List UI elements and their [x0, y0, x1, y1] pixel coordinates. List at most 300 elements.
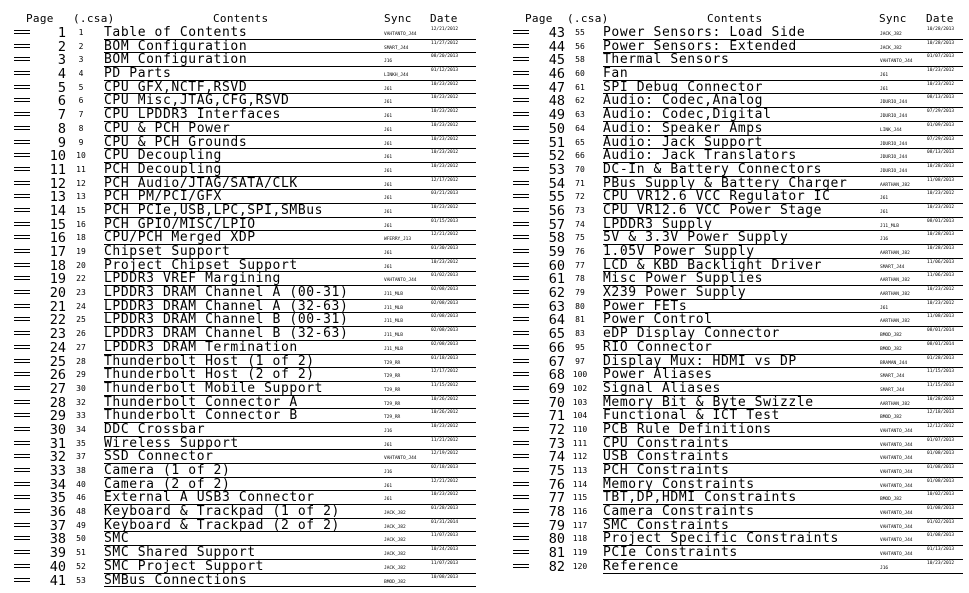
sync-date: 01/15/2013: [431, 218, 459, 224]
sync-owner: JACK_J82: [384, 524, 406, 530]
page-number: 48: [548, 93, 565, 110]
marker-line: [513, 293, 529, 294]
sync-date: 10/28/2013: [927, 27, 955, 32]
page-number: 76: [548, 476, 565, 493]
sync-date: 11/15/2013: [927, 369, 955, 375]
page-number: 82: [548, 558, 565, 575]
toc-row: [505, 108, 965, 122]
sync-date: 01/08/2013: [927, 478, 955, 484]
table-header: [505, 12, 965, 26]
contents-title: CPU GFX,NCTF,RSVD: [104, 79, 248, 95]
sync-date: 08/13/2013: [927, 95, 955, 101]
csa-number: 19: [76, 247, 86, 256]
sync-owner: T29_RR: [384, 415, 401, 421]
page-number: 18: [49, 257, 66, 274]
marker-line: [513, 47, 529, 48]
sync-date: 10/23/2012: [431, 109, 459, 115]
sync-date: 10/26/2012: [431, 396, 459, 402]
marker-line: [513, 238, 529, 239]
sync-date: 03/21/2013: [431, 191, 459, 197]
page-number: 26: [49, 367, 66, 384]
csa-number: 40: [76, 479, 86, 489]
page-number: 79: [548, 517, 565, 534]
page-number: 27: [49, 380, 66, 397]
contents-title: CPU LPDDR3 Interfaces: [104, 107, 281, 123]
marker-line: [513, 208, 529, 209]
sync-date: 10/23/2012: [431, 259, 459, 265]
sync-date: 10/23/2012: [431, 492, 459, 498]
marker-line: [513, 85, 529, 86]
marker-line: [14, 567, 30, 568]
contents-title: PCH Audio/JTAG/SATA/CLK: [104, 175, 298, 191]
csa-number: 113: [572, 466, 588, 475]
sync-owner: J61: [384, 155, 393, 161]
contents-title: RIO Connector: [603, 339, 713, 355]
marker-line: [513, 495, 529, 496]
marker-line: [513, 441, 529, 442]
header-page: Page: [26, 12, 54, 25]
toc-row: [505, 149, 965, 163]
sync-owner: BMOD_J82: [880, 415, 902, 421]
contents-title: PCH GPIO/MISC/LPIO: [104, 216, 256, 232]
contents-title: Audio: Jack Support: [603, 134, 764, 150]
sync-date: 10/28/2013: [927, 246, 955, 251]
page-number: 55: [548, 189, 565, 206]
marker-line: [14, 523, 30, 524]
toc-row: [505, 122, 965, 136]
marker-line: [513, 372, 529, 373]
page-number: 1: [57, 25, 66, 41]
sync-owner: SMART_J44: [880, 264, 905, 270]
contents-title: PCH PM/PCI/GFX: [104, 189, 222, 205]
sync-owner: J16: [384, 470, 393, 475]
sync-date: 10/28/2013: [927, 163, 955, 169]
page-number: 57: [548, 216, 565, 233]
sync-owner: J61: [384, 209, 393, 215]
csa-number: 112: [572, 452, 588, 462]
page-number: 81: [548, 545, 565, 562]
csa-number: 55: [575, 28, 585, 37]
page-number: 24: [49, 339, 66, 356]
csa-number: 8: [78, 123, 84, 133]
page-number: 5: [57, 79, 66, 96]
page-number: 68: [548, 367, 565, 384]
marker-line: [14, 225, 30, 226]
sync-date: 01/13/2013: [927, 547, 955, 553]
header-sync: Sync: [879, 12, 907, 25]
csa-number: 29: [76, 370, 86, 380]
sync-date: 11/06/2013: [927, 273, 955, 279]
marker-line: [14, 156, 30, 157]
sync-date: 12/18/2013: [927, 410, 955, 416]
page-number: 69: [548, 380, 565, 397]
marker-line: [14, 129, 30, 130]
toc-row: [6, 231, 476, 245]
page-number: 49: [548, 107, 565, 124]
sync-owner: T29_RR: [384, 360, 401, 366]
csa-number: 81: [575, 315, 585, 325]
toc-row: [6, 327, 476, 341]
marker-line: [513, 375, 529, 376]
sync-owner: J61: [384, 251, 393, 256]
contents-title: SMC Constraints: [603, 517, 730, 533]
contents-title: PBus Supply & Battery Charger: [603, 175, 848, 191]
toc-row: [505, 94, 965, 108]
csa-number: 66: [575, 151, 585, 161]
contents-title: LPDDR3 DRAM Channel A (32-63): [104, 298, 349, 314]
toc-row: [505, 300, 965, 314]
sync-date: 01/12/2013: [431, 68, 459, 74]
marker-line: [14, 564, 30, 565]
page-number: 36: [49, 504, 66, 521]
toc-row: [6, 218, 476, 232]
page-number: 8: [57, 120, 66, 137]
marker-line: [14, 416, 30, 417]
csa-number: 11: [76, 164, 86, 174]
marker-line: [513, 60, 529, 61]
contents-title: LCD & KBD Backlight Driver: [603, 257, 823, 273]
page-number: 77: [548, 490, 565, 507]
sync-owner: J61: [384, 168, 393, 174]
page-number: 12: [49, 175, 66, 192]
toc-row: [6, 286, 476, 300]
contents-title: DDC Crossbar: [104, 421, 206, 437]
toc-row: [505, 67, 965, 81]
sync-date: 12/21/2012: [431, 232, 459, 238]
sync-owner: VAHTANTO_J44: [880, 428, 913, 434]
contents-title: Camera (2 of 2): [104, 476, 231, 492]
sync-owner: VAHTANTO_J44: [384, 456, 417, 462]
toc-row: [6, 163, 476, 177]
contents-title: Power Sensors: Load Side: [603, 25, 806, 40]
sync-date: 10/23/2012: [431, 204, 459, 210]
sync-date: 01/30/2013: [431, 246, 459, 251]
csa-number: 111: [572, 438, 588, 448]
sync-date: 10/23/2012: [927, 191, 955, 197]
marker-line: [14, 539, 30, 540]
sync-date: 10/24/2013: [431, 547, 459, 553]
csa-number: 34: [76, 424, 86, 434]
page-number: 46: [548, 66, 565, 83]
sync-owner: JACK_J82: [384, 565, 406, 571]
marker-line: [14, 112, 30, 113]
marker-line: [14, 468, 30, 469]
csa-number: 24: [76, 301, 86, 311]
sync-date: 12/17/2012: [431, 369, 459, 375]
contents-title: Camera Constraints: [603, 504, 755, 520]
page-number: 2: [57, 38, 66, 55]
sync-date: 01/28/2013: [431, 506, 459, 512]
sync-date: 10/23/2012: [431, 423, 459, 429]
sync-date: 12/21/2012: [431, 478, 459, 484]
header-csa: (.csa): [567, 12, 609, 25]
csa-number: 80: [575, 301, 585, 311]
contents-title: CPU Misc,JTAG,CFG,RSVD: [104, 93, 290, 109]
csa-number: 62: [575, 96, 585, 106]
contents-title: BOM Configuration: [104, 38, 248, 54]
marker-line: [14, 581, 30, 582]
marker-line: [14, 153, 30, 154]
marker-line: [14, 372, 30, 373]
page-number: 73: [548, 435, 565, 452]
sync-date: 01/08/2013: [927, 506, 955, 512]
sync-date: 12/17/2012: [431, 177, 459, 183]
sync-date: 10/23/2012: [927, 204, 955, 210]
sync-owner: J16: [384, 59, 393, 65]
page-number: 6: [57, 93, 66, 110]
sync-owner: VAHTANTO_J44: [384, 278, 417, 284]
marker-line: [14, 345, 30, 346]
page-number: 34: [49, 476, 66, 493]
csa-number: 7: [78, 110, 84, 120]
sync-date: 02/08/2013: [431, 300, 459, 306]
table-header: [6, 12, 476, 26]
sync-owner: JACK_J82: [384, 511, 406, 517]
marker-line: [513, 235, 529, 236]
marker-line: [14, 60, 30, 61]
page-number: 75: [548, 463, 565, 479]
csa-number: 116: [572, 507, 588, 517]
contents-title: CPU Decoupling: [104, 148, 222, 164]
marker-line: [513, 266, 529, 267]
marker-line: [14, 71, 30, 72]
contents-title: CPU & PCH Power: [104, 120, 231, 136]
contents-title: SMC: [104, 531, 130, 547]
toc-row: [505, 81, 965, 95]
page-number: 40: [49, 558, 66, 575]
sync-date: 02/08/2013: [431, 287, 459, 293]
toc-row: [6, 546, 476, 560]
page-number: 63: [548, 298, 565, 315]
csa-number: 15: [76, 205, 86, 215]
page-number: 11: [49, 161, 66, 178]
sync-owner: J11_MLB: [384, 319, 403, 325]
marker-line: [513, 249, 529, 250]
sync-date: 12/21/2012: [431, 27, 459, 32]
sync-owner: SMART_J44: [880, 374, 905, 380]
toc-row: [505, 532, 965, 546]
contents-title: CPU VR12.6 VCC Regulator IC: [603, 189, 831, 205]
sync-owner: BMOD_J82: [880, 333, 902, 339]
sync-date: 01/31/2014: [431, 519, 459, 525]
toc-column-right: [505, 12, 965, 574]
contents-title: Keyboard & Trackpad (2 of 2): [104, 517, 340, 533]
csa-number: 10: [76, 151, 86, 161]
toc-row: [6, 272, 476, 286]
sync-date: 10/28/2013: [927, 40, 955, 46]
page-number: 44: [548, 38, 565, 55]
page-number: 23: [49, 326, 66, 343]
marker-line: [14, 485, 30, 486]
page-number: 28: [49, 394, 66, 411]
page-number: 59: [548, 244, 565, 260]
marker-line: [513, 290, 529, 291]
toc-row: [505, 26, 965, 40]
toc-row: [6, 313, 476, 327]
sync-owner: VAHTANTO_J44: [880, 442, 913, 448]
csa-number: 22: [76, 274, 86, 284]
page-number: 70: [548, 394, 565, 411]
sync-owner: VAHTANTO_J44: [880, 483, 913, 489]
marker-line: [14, 276, 30, 277]
contents-title: eDP Display Connector: [603, 326, 780, 342]
sync-owner: J61: [880, 86, 889, 92]
contents-title: 1.05V Power Supply: [603, 244, 755, 259]
marker-line: [513, 33, 529, 34]
page-number: 41: [49, 572, 66, 589]
csa-number: 1: [78, 28, 84, 37]
marker-line: [513, 197, 529, 198]
contents-title: SMBus Connections: [104, 572, 248, 588]
contents-title: CPU Constraints: [603, 435, 730, 451]
marker-line: [513, 539, 529, 540]
page-number: 38: [49, 531, 66, 548]
contents-title: SPI Debug Connector: [603, 79, 764, 95]
marker-line: [14, 222, 30, 223]
sync-owner: JDURIO_J44: [880, 100, 908, 106]
marker-line: [14, 526, 30, 527]
contents-title: Display Mux: HDMI vs DP: [603, 353, 797, 369]
page-number: 53: [548, 161, 565, 178]
page-number: 14: [49, 202, 66, 219]
marker-line: [14, 279, 30, 280]
page-number: 61: [548, 271, 565, 288]
marker-line: [513, 143, 529, 144]
toc-row: [505, 163, 965, 177]
toc-row: [6, 67, 476, 81]
csa-number: 2: [78, 41, 84, 51]
toc-row: [6, 464, 476, 478]
page-number: 35: [49, 490, 66, 507]
sync-date: 10/23/2012: [431, 95, 459, 101]
toc-row: [505, 272, 965, 286]
sync-date: 07/29/2013: [927, 109, 955, 115]
sync-owner: JACK_J82: [384, 538, 406, 544]
csa-number: 103: [572, 397, 588, 407]
sync-date: 10/23/2012: [431, 122, 459, 128]
sync-date: 11/07/2013: [431, 560, 459, 566]
page-number: 29: [49, 408, 66, 425]
marker-line: [513, 74, 529, 75]
page-number: 80: [548, 531, 565, 548]
toc-row: [505, 40, 965, 54]
marker-line: [513, 403, 529, 404]
marker-line: [513, 536, 529, 537]
sync-date: 12/12/2012: [927, 423, 955, 429]
marker-line: [513, 184, 529, 185]
sync-date: 02/18/2013: [431, 465, 459, 470]
toc-row: [505, 177, 965, 191]
page-number: 37: [49, 517, 66, 534]
marker-line: [513, 211, 529, 212]
sync-date: 12/19/2012: [431, 451, 459, 457]
toc-row: [6, 190, 476, 204]
toc-row: [6, 560, 476, 574]
marker-line: [513, 485, 529, 486]
toc-row: [6, 491, 476, 505]
toc-row: [505, 478, 965, 492]
sync-owner: J61: [880, 305, 889, 311]
sync-owner: JDURIO_J44: [880, 168, 908, 174]
sync-owner: BMOD_J82: [384, 579, 406, 585]
marker-line: [513, 101, 529, 102]
sync-owner: J61: [384, 264, 393, 270]
toc-row: [505, 409, 965, 423]
sync-owner: T29_RR: [384, 374, 401, 380]
sync-owner: J11_MLB: [384, 333, 403, 339]
toc-row: [6, 122, 476, 136]
contents-title: Project Specific Constraints: [603, 531, 839, 547]
sync-owner: AARTHAN_J82: [880, 401, 910, 407]
sync-date: 10/23/2012: [927, 560, 955, 566]
marker-line: [14, 263, 30, 264]
toc-row: [505, 368, 965, 382]
sync-owner: VAHTANTO_J44: [880, 524, 913, 530]
contents-title: Audio: Codec,Analog: [603, 93, 764, 109]
marker-line: [14, 454, 30, 455]
header-contents: Contents: [707, 12, 763, 25]
marker-line: [513, 512, 529, 513]
sync-date: 08/01/2014: [927, 341, 955, 347]
toc-row: [6, 505, 476, 519]
page-number: 19: [49, 271, 66, 288]
toc-row: [6, 177, 476, 191]
sync-date: 11/21/2012: [431, 437, 459, 443]
marker-line: [14, 33, 30, 34]
toc-row: [6, 532, 476, 546]
header-date: Date: [926, 12, 954, 25]
csa-number: 120: [572, 561, 588, 571]
marker-line: [14, 197, 30, 198]
contents-title: Keyboard & Trackpad (1 of 2): [104, 504, 340, 520]
marker-line: [14, 320, 30, 321]
marker-line: [513, 170, 529, 171]
toc-row: [505, 546, 965, 560]
sync-date: 08/01/2013: [927, 218, 955, 224]
csa-number: 6: [78, 96, 84, 106]
sync-owner: AARTHAN_J82: [880, 251, 910, 256]
csa-number: 37: [76, 452, 86, 462]
csa-number: 33: [76, 411, 86, 421]
contents-title: PCIe Constraints: [603, 545, 738, 561]
csa-number: 35: [76, 438, 86, 448]
sync-date: 01/08/2013: [927, 465, 955, 470]
toc-row: [6, 396, 476, 410]
marker-line: [14, 389, 30, 390]
sync-date: 11/07/2013: [431, 533, 459, 539]
csa-number: 95: [575, 342, 585, 352]
marker-line: [14, 375, 30, 376]
marker-line: [513, 304, 529, 305]
row-underline: [104, 586, 476, 587]
marker-line: [14, 427, 30, 428]
csa-number: 71: [575, 178, 585, 188]
sync-owner: VAHTANTO_J44: [880, 552, 913, 558]
page-number: 31: [49, 435, 66, 452]
sync-date: 10/28/2013: [927, 396, 955, 402]
toc-row: [505, 53, 965, 67]
marker-line: [14, 126, 30, 127]
csa-number: 102: [572, 383, 588, 393]
sync-owner: J11_MLB: [384, 346, 403, 352]
toc-row: [505, 437, 965, 451]
contents-title: Misc Power Supplies: [603, 271, 764, 287]
marker-line: [513, 156, 529, 157]
toc-row: [505, 231, 965, 245]
toc-row: [505, 313, 965, 327]
sync-owner: JACK_J82: [880, 45, 902, 51]
marker-line: [14, 334, 30, 335]
